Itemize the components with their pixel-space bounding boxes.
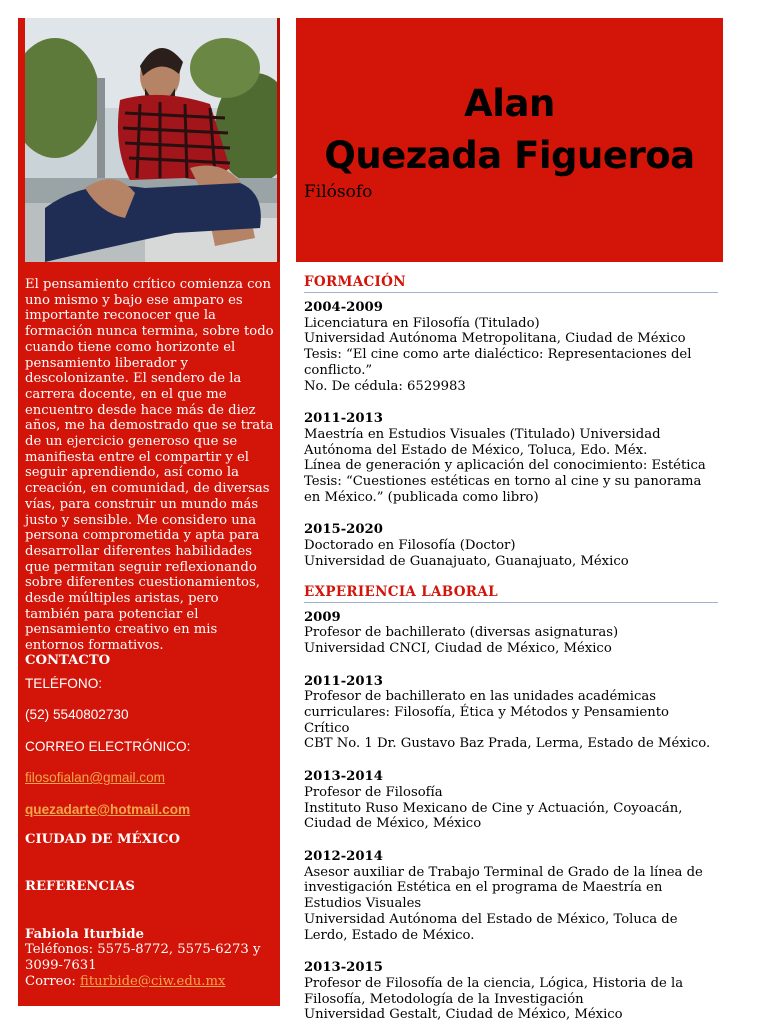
reference-email-line [25,974,225,989]
full-name [296,78,723,182]
education-entry [304,411,718,505]
header-banner [296,18,723,262]
city: CIUDAD DE MÉXICO [25,832,180,847]
entry-line: No. De cédula: 6529983 [304,378,466,394]
education-heading: FORMACIÓN [304,274,718,293]
entry-line: Instituto Ruso Mexicano de Cine y Actuación, Coyoacán, Ciudad de México, México [304,800,683,832]
entry-line: Profesor de Filosofía de la ciencia, Lógica, Historia de la Filosofía, Metodología de la Investigación [304,975,684,1007]
email-link-1[interactable]: filosofialan@gmail.com [25,770,165,785]
sidebar-content [25,277,275,989]
experience-entry [304,849,718,943]
references-heading: REFERENCIAS [25,879,135,894]
contact-heading: CONTACTO [25,653,111,668]
entry-line: Profesor de Filosofía [304,784,443,800]
reference-name: Fabiola Iturbide [25,927,144,942]
email-link-2[interactable]: quezadarte@hotmail.com [25,802,191,817]
experience-entry [304,674,718,753]
experience-heading: EXPERIENCIA LABORAL [304,584,718,603]
last-name: Quezada Figueroa [324,134,695,177]
entry-line: Universidad de Guanajuato, Guanajuato, México [304,553,629,569]
entry-period: 2012-2014 [304,848,383,864]
entry-line: Asesor auxiliar de Trabajo Terminal de Grado de la línea de investigación Estética en el programa de Maestría en Estudios Visuales [304,864,703,912]
entry-line: Universidad Gestalt, Ciudad de México, México [304,1007,623,1023]
entry-line: CBT No. 1 Dr. Gustavo Baz Prada, Lerma, Estado de México. [304,736,711,752]
entry-line: Maestría en Estudios Visuales (Titulado) Universidad Autónoma del Estado de México, Toluca, Edo. Méx. [304,426,661,458]
entry-line: Licenciatura en Filosofía (Titulado) [304,315,540,331]
entry-period: 2011-2013 [304,411,383,427]
entry-period: 2009 [304,609,341,625]
experience-entry [304,769,718,832]
education-entry [304,300,718,394]
entry-period: 2013-2014 [304,769,383,785]
entry-period: 2004-2009 [304,300,383,315]
experience-entry [304,610,718,657]
entry-line: Línea de generación y aplicación del conocimiento: Estética [304,458,706,474]
entry-line: Profesor de bachillerato (diversas asignaturas) [304,625,619,641]
entry-line: Universidad CNCI, Ciudad de México, México [304,640,612,656]
email-label: CORREO ELECTRÓNICO: [25,739,191,754]
reference-email-link[interactable]: fiturbide@ciw.edu.mx [80,974,226,989]
entry-period: 2015-2020 [304,522,383,538]
entry-line: Doctorado en Filosofía (Doctor) [304,538,516,554]
phone-label: TELÉFONO: [25,676,103,691]
main-content [304,274,718,1023]
entry-period: 2011-2013 [304,673,383,689]
job-title: Filósofo [304,182,373,202]
reference-phones: Teléfonos: 5575-8772, 5575-6273 y 3099-7631 [25,942,261,973]
entry-line: Universidad Autónoma del Estado de México, Toluca de Lerdo, Estado de México. [304,911,678,943]
phone-number: (52) 5540802730 [25,707,129,722]
photo-divider [277,18,280,262]
first-name: Alan [464,82,555,125]
entry-period: 2013-2015 [304,960,383,976]
entry-line: Tesis: “El cine como arte dialéctico: Representaciones del conflicto.” [304,347,692,378]
entry-line: Tesis: “Cuestiones estéticas en torno al cine y su panorama en México.” (publicada como libro) [304,474,702,505]
experience-entry [304,960,718,1023]
profile-photo [25,18,277,262]
profile-summary: El pensamiento crítico comienza con uno mismo y bajo ese amparo es importante reconocer que la formación nunca termina, sobre todo cuando tiene como horizonte el pensamiento liberador y descolonizante. El sendero de la carrera docente, en el que me encuentro desde hace más de diez años, me ha demostrado que se trata de un ejercicio generoso que se manifiesta entre el compartir y el seguir aprendiendo, así como la creación, en comunidad, de diversas vías, para construir un mundo más justo y sensible. Me considero una persona comprometida y apta para desarrollar diferentes habilidades que permitan seguir reflexionando sobre diferentes cuestionamientos, desde múltiples aristas, pero también para potenciar el pensamiento creativo en mis entornos formativos. [25,277,274,654]
reference-email-label: Correo: [25,974,81,989]
entry-line: Universidad Autónoma Metropolitana, Ciudad de México [304,331,686,347]
entry-line: Profesor de bachillerato en las unidades académicas curriculares: Filosofía, Ética y Métodos y Pensamiento Crítico [304,689,669,736]
education-entry [304,522,718,569]
